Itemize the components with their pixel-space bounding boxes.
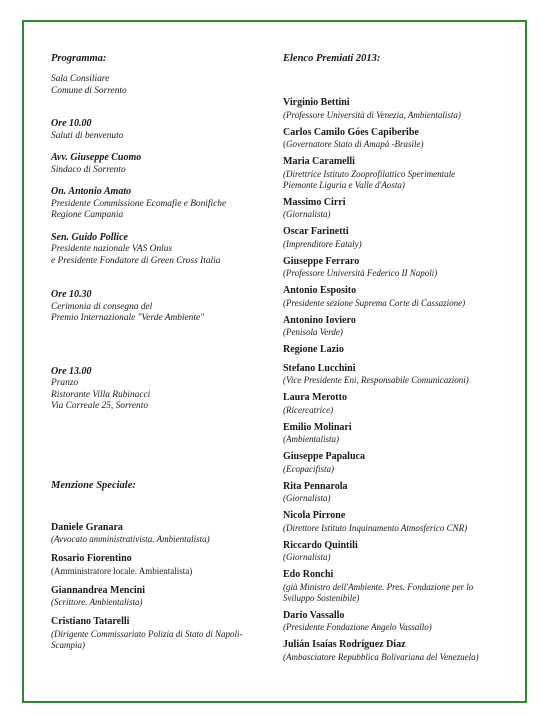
- premiati-heading: Elenco Premiati 2013:: [283, 53, 381, 64]
- premiato-item: [283, 363, 525, 387]
- schedule-text: Ristorante Villa Rubinacci: [51, 389, 151, 400]
- schedule-time: Ore 13.00: [51, 365, 92, 377]
- premiato-name: Regione Lazio: [283, 344, 344, 355]
- schedule-text: Saluti di benvenuto: [51, 130, 124, 141]
- premiato-name: Giuseppe Ferraro: [283, 255, 360, 267]
- premiato-note: (Professore Università Federico II Napoli): [283, 268, 438, 278]
- programma-heading: Programma:: [51, 53, 107, 64]
- premiato-name: Maria Caramelli: [283, 156, 355, 167]
- menzione-name: Rosario Fiorentino: [51, 553, 132, 564]
- premiato-item: [283, 610, 525, 634]
- speaker-role: e Presidente Fondatore di Green Cross Italia: [51, 255, 221, 266]
- speaker-name: Avv. Giuseppe Cuomo: [51, 152, 142, 163]
- menzione-item: [51, 616, 271, 651]
- premiato-item: [283, 344, 525, 357]
- premiato-item: [283, 127, 525, 151]
- premiato-note: (Imprenditore Eataly): [283, 238, 362, 249]
- schedule-item: [51, 118, 271, 142]
- premiato-item: [283, 97, 525, 121]
- premiato-item: [283, 226, 525, 250]
- menzione-name: Giannandrea Mencini: [51, 584, 145, 596]
- premiato-name: Virginio Bettini: [283, 97, 350, 108]
- menzione-name: Cristiano Tatarelli: [51, 616, 130, 627]
- menzione-note: (Scrittore. Ambientalista): [51, 597, 143, 607]
- premiato-note: (Presidente Fondazione Angelo Vassallo): [283, 622, 432, 632]
- premiato-name: Massimo Cirri: [283, 196, 346, 208]
- speaker-name: Sen. Guido Pollice: [51, 231, 128, 243]
- schedule-time: Ore 10.00: [51, 118, 92, 129]
- premiato-item: [283, 256, 525, 280]
- premiato-note: (Governatore Stato di Amapá -Brasile): [283, 139, 424, 149]
- schedule-text: Premio Internazionale "Verde Ambiente": [51, 313, 205, 323]
- premiato-name: Dario Vassallo: [283, 609, 345, 621]
- venue-block: [51, 74, 271, 97]
- premiato-name: Julián Isaías Rodríguez Díaz: [283, 639, 406, 650]
- speaker-block: [51, 232, 271, 268]
- premiato-name: Laura Merotto: [283, 392, 347, 403]
- premiato-item: [283, 510, 525, 534]
- menzione-name: Daniele Granara: [51, 521, 123, 533]
- menzione-item: [51, 553, 271, 577]
- premiato-name: Oscar Farinetti: [283, 226, 349, 237]
- premiato-name: Carlos Camilo Góes Capiberibe: [283, 126, 419, 138]
- premiato-note: (Vice Presidente Eni, Responsabile Comunicazioni): [283, 375, 469, 385]
- speaker-role: Presidente nazionale VAS Onlus: [51, 244, 173, 254]
- menzione-note: Scampia): [51, 639, 85, 650]
- premiato-note: (Penisola Verde): [283, 327, 343, 337]
- menzione-item: [51, 585, 271, 609]
- premiato-item: [283, 197, 525, 221]
- premiato-note: Piemonte Liguria e Valle d'Aosta): [283, 179, 405, 190]
- venue-line: Sala Consiliare: [51, 74, 110, 84]
- premiato-name: Riccardo Quintili: [283, 539, 358, 551]
- premiato-note: (Direttrice Istituto Zooprofilattico Sperimentale: [283, 168, 456, 179]
- premiato-note: (Giornalista): [283, 552, 331, 562]
- speaker-role: Sindaco di Sorrento: [51, 164, 126, 175]
- premiato-item: [283, 315, 525, 339]
- premiato-item: [283, 392, 525, 416]
- schedule-item: [51, 366, 271, 413]
- premiato-note: (Ricercatrice): [283, 404, 334, 415]
- venue-line: Comune di Sorrento: [51, 85, 127, 96]
- premiato-note: (Giornalista): [283, 209, 331, 219]
- schedule-text: Via Correale 25, Sorrento: [51, 401, 149, 411]
- premiato-item: [283, 639, 525, 663]
- menzione-note: (Avvocato amministrativista. Ambientalista): [51, 534, 210, 544]
- premiato-note: (Ambasciatore Repubblica Bolivariana del Venezuela): [283, 651, 479, 662]
- menzione-heading: Menzione Speciale:: [51, 479, 136, 491]
- premiato-name: Stefano Lucchini: [283, 362, 356, 374]
- premiato-name: Rita Pennarola: [283, 480, 348, 492]
- page-border: [22, 20, 527, 703]
- premiato-item: [283, 285, 525, 309]
- speaker-block: [51, 186, 271, 222]
- schedule-text: Cerimonia di consegna del: [51, 301, 153, 312]
- premiato-item: [283, 569, 525, 604]
- schedule-text: Pranzo: [51, 378, 79, 388]
- premiato-note: (Presidente sezione Suprema Corte di Cassazione): [283, 297, 466, 308]
- premiato-note: (già Ministro dell'Ambiente. Pres. Fondazione per lo: [283, 581, 474, 592]
- premiato-name: Nicola Pirrone: [283, 510, 346, 521]
- premiato-item: [283, 481, 525, 505]
- menzione-item: [51, 522, 271, 546]
- premiati-list: [283, 97, 525, 663]
- premiati-column: [283, 52, 525, 663]
- menzione-note: (Amministratore locale. Ambientalista): [51, 565, 193, 576]
- programma-column: [51, 52, 271, 651]
- speaker-name: On. Antonio Amato: [51, 186, 132, 197]
- premiato-name: Emilio Molinari: [283, 421, 352, 433]
- menzione-note: (Dirigente Commissariato Polizia di Stato di Napoli-: [51, 628, 243, 639]
- premiato-note: (Professore Università di Venezia, Ambientalista): [283, 109, 461, 120]
- schedule-time: Ore 10.30: [51, 289, 92, 300]
- speaker-block: [51, 152, 271, 176]
- schedule-item: [51, 289, 271, 325]
- premiato-name: Antonio Esposito: [283, 285, 357, 296]
- premiato-item: [283, 422, 525, 446]
- premiato-name: Edo Ronchi: [283, 569, 334, 580]
- premiato-item: [283, 451, 525, 475]
- premiato-item: [283, 156, 525, 191]
- premiato-note: (Giornalista): [283, 493, 331, 503]
- premiato-note: (Ambientalista): [283, 434, 339, 444]
- premiato-note: (Direttore Istituto Inquinamento Atmosferico CNR): [283, 522, 468, 533]
- speaker-role: Regione Campania: [51, 210, 124, 220]
- speaker-role: Presidente Commissione Ecomafie e Bonifiche: [51, 198, 227, 209]
- premiato-name: Giuseppe Papaluca: [283, 451, 365, 462]
- premiato-item: [283, 540, 525, 564]
- premiato-name: Antonino Ioviero: [283, 314, 356, 326]
- premiato-note: (Ecopacifista): [283, 463, 334, 474]
- premiato-note: Sviluppo Sostenibile): [283, 592, 360, 603]
